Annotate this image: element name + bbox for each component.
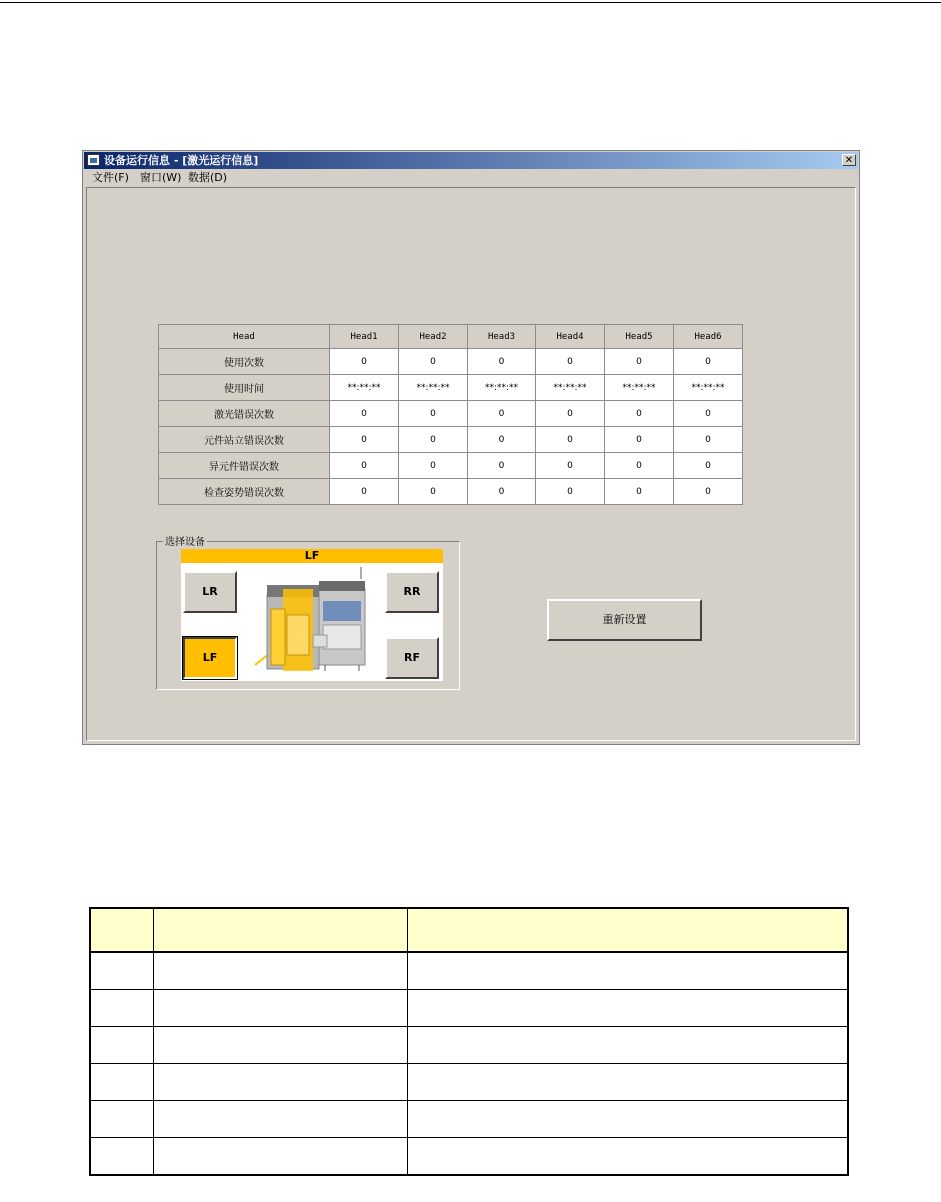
column-header-head3: Head3: [468, 325, 536, 349]
value-cell: **:**:**: [605, 375, 674, 401]
row-label: 使用时间: [159, 375, 330, 401]
device-lr-button[interactable]: LR: [183, 571, 237, 613]
value-cell: 0: [468, 427, 536, 453]
column-header-head2: Head2: [399, 325, 468, 349]
value-cell: 0: [468, 349, 536, 375]
value-cell: 0: [330, 401, 399, 427]
doc-table-row: [90, 1064, 848, 1101]
doc-table-cell: [90, 908, 153, 952]
doc-table-cell: [407, 1138, 848, 1176]
doc-table-cell: [407, 1101, 848, 1138]
page-top-rule: [0, 2, 941, 3]
value-cell: **:**:**: [468, 375, 536, 401]
doc-table-cell: [407, 1064, 848, 1101]
column-header-head6: Head6: [674, 325, 743, 349]
device-rr-button[interactable]: RR: [385, 571, 439, 613]
placement-machine-image: [253, 565, 383, 677]
doc-table-row: [90, 952, 848, 990]
reset-button[interactable]: 重新设置: [547, 599, 702, 641]
value-cell: 0: [674, 427, 743, 453]
doc-table-cell: [90, 1101, 153, 1138]
window-title: 设备运行信息 - [激光运行信息]: [104, 154, 259, 167]
doc-table-cell: [407, 1027, 848, 1064]
close-button[interactable]: ✕: [842, 154, 856, 166]
doc-table-cell: [90, 990, 153, 1027]
select-device-label: 选择设备: [163, 533, 207, 548]
value-cell: 0: [605, 401, 674, 427]
value-cell: 0: [330, 349, 399, 375]
value-cell: 0: [399, 401, 468, 427]
value-cell: 0: [399, 479, 468, 505]
value-cell: 0: [674, 401, 743, 427]
head-table-row: [159, 401, 743, 427]
row-label: 使用次数: [159, 349, 330, 375]
head-table-header-row: [159, 325, 743, 349]
value-cell: 0: [399, 349, 468, 375]
head-table-row: [159, 427, 743, 453]
head-table-row: [159, 479, 743, 505]
column-header-head4: Head4: [536, 325, 605, 349]
value-cell: 0: [536, 479, 605, 505]
doc-table-row: [90, 1027, 848, 1064]
doc-table-cell: [90, 952, 153, 990]
doc-table-cell: [153, 908, 407, 952]
value-cell: 0: [330, 453, 399, 479]
value-cell: 0: [536, 349, 605, 375]
value-cell: 0: [605, 427, 674, 453]
value-cell: 0: [536, 401, 605, 427]
app-icon: [87, 154, 100, 166]
doc-table-cell: [153, 990, 407, 1027]
value-cell: 0: [399, 453, 468, 479]
value-cell: **:**:**: [330, 375, 399, 401]
menu-file[interactable]: 文件(F): [92, 171, 129, 184]
doc-table-cell: [153, 1138, 407, 1176]
doc-table-cell: [153, 1027, 407, 1064]
doc-table-cell: [407, 908, 848, 952]
row-label: 元件站立错误次数: [159, 427, 330, 453]
value-cell: **:**:**: [674, 375, 743, 401]
value-cell: 0: [399, 427, 468, 453]
menu-window[interactable]: 窗口(W): [140, 171, 182, 184]
value-cell: 0: [536, 453, 605, 479]
doc-table-cell: [153, 952, 407, 990]
value-cell: 0: [605, 349, 674, 375]
row-label: 检查姿势错误次数: [159, 479, 330, 505]
value-cell: 0: [674, 349, 743, 375]
device-select-panel: [181, 549, 443, 681]
doc-table-row: [90, 1138, 848, 1176]
column-header-head1: Head1: [330, 325, 399, 349]
doc-table-row: [90, 990, 848, 1027]
doc-table-cell: [153, 1101, 407, 1138]
value-cell: 0: [330, 479, 399, 505]
head-table-row: [159, 349, 743, 375]
column-header-head: Head: [159, 325, 330, 349]
empty-document-table: [89, 907, 849, 1176]
doc-table-header-row: [90, 908, 848, 952]
doc-table-cell: [90, 1064, 153, 1101]
laser-run-info-table: [158, 324, 743, 505]
value-cell: 0: [330, 427, 399, 453]
value-cell: 0: [468, 401, 536, 427]
value-cell: 0: [468, 453, 536, 479]
value-cell: **:**:**: [536, 375, 605, 401]
doc-table-cell: [153, 1064, 407, 1101]
value-cell: 0: [536, 427, 605, 453]
title-bar[interactable]: [84, 152, 858, 169]
menu-data[interactable]: 数据(D): [188, 171, 228, 184]
head-table-row: [159, 453, 743, 479]
menu-bar: [84, 170, 858, 186]
row-label: 异元件错误次数: [159, 453, 330, 479]
selected-device-banner: LF: [181, 549, 443, 563]
doc-table-cell: [407, 990, 848, 1027]
row-label: 激光错误次数: [159, 401, 330, 427]
value-cell: 0: [468, 479, 536, 505]
device-rf-button[interactable]: RF: [385, 637, 439, 679]
value-cell: 0: [674, 453, 743, 479]
value-cell: **:**:**: [399, 375, 468, 401]
value-cell: 0: [674, 479, 743, 505]
doc-table-cell: [407, 952, 848, 990]
column-header-head5: Head5: [605, 325, 674, 349]
value-cell: 0: [605, 453, 674, 479]
doc-table-cell: [90, 1027, 153, 1064]
device-lf-button[interactable]: LF: [183, 637, 237, 679]
head-table-row: [159, 375, 743, 401]
doc-table-cell: [90, 1138, 153, 1176]
value-cell: 0: [605, 479, 674, 505]
doc-table-row: [90, 1101, 848, 1138]
